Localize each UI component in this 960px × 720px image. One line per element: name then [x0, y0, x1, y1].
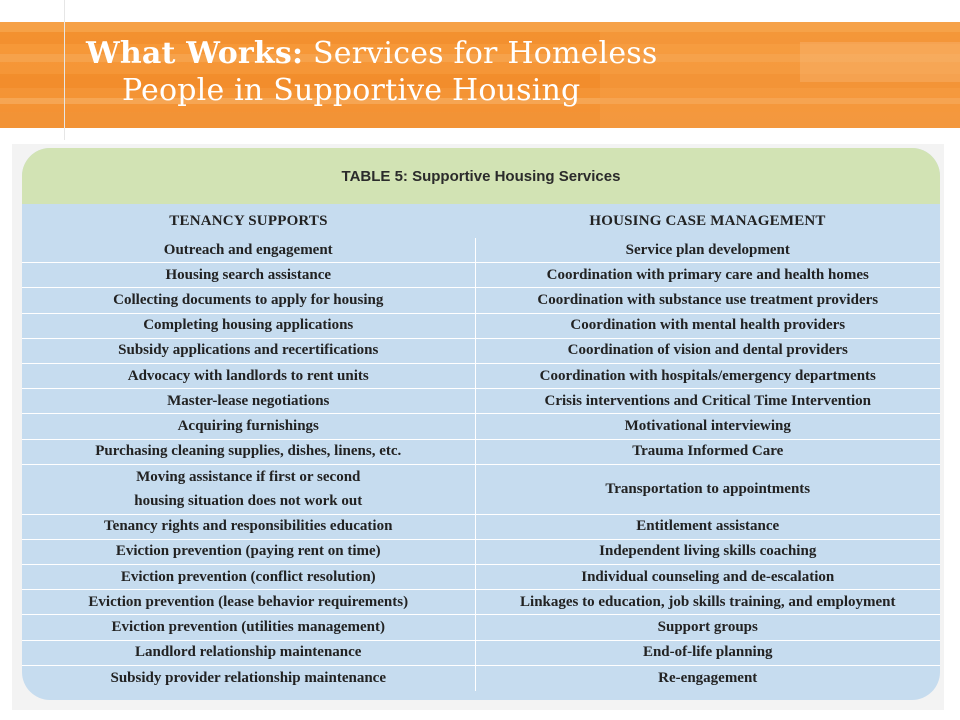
table-row — [22, 540, 940, 565]
tenancy-support-text: Housing search assistance — [165, 266, 332, 283]
column-header-case-management: HOUSING CASE MANAGEMENT — [589, 212, 826, 229]
slide-title — [86, 36, 658, 109]
table-row — [22, 364, 940, 389]
case-management-cell: Support groups — [475, 615, 941, 639]
tenancy-support-cell — [22, 364, 475, 388]
case-management-cell: Crisis interventions and Critical Time Intervention — [475, 389, 941, 413]
tenancy-support-text: Subsidy provider relationship maintenance — [110, 669, 386, 686]
tenancy-support-cell — [22, 440, 475, 464]
decorative-divider — [64, 0, 65, 140]
tenancy-support-cell — [22, 540, 475, 564]
table-header-row — [22, 204, 940, 238]
tenancy-support-text: Eviction prevention (utilities management) — [111, 619, 385, 636]
case-management-cell: Independent living skills coaching — [475, 540, 941, 564]
table-row — [22, 515, 940, 540]
tenancy-support-text: Master-lease negotiations — [167, 392, 330, 409]
tenancy-support-text: Eviction prevention (lease behavior requirements) — [88, 593, 409, 610]
table-row — [22, 414, 940, 439]
table-row — [22, 339, 940, 364]
tenancy-support-cell — [22, 565, 475, 589]
tenancy-support-cell — [22, 590, 475, 614]
table-row — [22, 615, 940, 640]
tenancy-support-cell — [22, 666, 475, 691]
table-row — [22, 465, 940, 515]
table-row — [22, 641, 940, 666]
tenancy-support-text: Subsidy applications and recertifications — [118, 342, 379, 359]
supportive-housing-table — [22, 148, 940, 700]
case-management-cell: Service plan development — [475, 238, 941, 262]
tenancy-support-cell — [22, 641, 475, 665]
tenancy-support-cell — [22, 339, 475, 363]
tenancy-support-cell — [22, 238, 475, 262]
tenancy-support-text: Advocacy with landlords to rent units — [127, 367, 369, 384]
table-row — [22, 288, 940, 313]
tenancy-support-text: Moving assistance if first or second — [136, 469, 361, 486]
tenancy-support-cell — [22, 288, 475, 312]
table-body — [22, 238, 940, 691]
tenancy-support-text: Eviction prevention (conflict resolution) — [120, 568, 376, 585]
title-bold-part: What Works: — [86, 36, 304, 71]
column-header-tenancy: TENANCY SUPPORTS — [169, 212, 328, 229]
table-row — [22, 666, 940, 691]
tenancy-support-cell — [22, 314, 475, 338]
tenancy-support-cell — [22, 615, 475, 639]
case-management-cell: Coordination with substance use treatment providers — [475, 288, 941, 312]
case-management-cell: Coordination with hospitals/emergency departments — [475, 364, 941, 388]
case-management-cell: Coordination with mental health providers — [475, 314, 941, 338]
table-row — [22, 263, 940, 288]
case-management-cell: Individual counseling and de-escalation — [475, 565, 941, 589]
tenancy-support-text: Eviction prevention (paying rent on time) — [115, 543, 381, 560]
case-management-cell: Re-engagement — [475, 666, 941, 691]
tenancy-support-text-line2: housing situation does not work out — [134, 493, 363, 510]
case-management-cell: Coordination with primary care and health homes — [475, 263, 941, 287]
tenancy-support-cell — [22, 515, 475, 539]
tenancy-support-cell — [22, 465, 475, 514]
tenancy-support-text: Landlord relationship maintenance — [135, 644, 362, 661]
table-row — [22, 314, 940, 339]
tenancy-support-text: Completing housing applications — [143, 317, 354, 334]
table-row — [22, 440, 940, 465]
title-line-two: People in Supportive Housing — [122, 72, 581, 108]
tenancy-support-cell — [22, 389, 475, 413]
tenancy-support-text: Tenancy rights and responsibilities education — [104, 518, 393, 535]
tenancy-support-cell — [22, 263, 475, 287]
table-caption: TABLE 5: Supportive Housing Services — [22, 148, 940, 204]
tenancy-support-text: Purchasing cleaning supplies, dishes, linens, etc. — [95, 443, 402, 460]
table-image — [12, 144, 944, 710]
tenancy-support-text: Outreach and engagement — [163, 241, 333, 258]
case-management-cell: Motivational interviewing — [475, 414, 941, 438]
case-management-cell: Entitlement assistance — [475, 515, 941, 539]
table-row — [22, 565, 940, 590]
tenancy-support-cell — [22, 414, 475, 438]
case-management-cell: Trauma Informed Care — [475, 440, 941, 464]
banner-stripe — [800, 42, 960, 82]
case-management-cell: Linkages to education, job skills training, and employment — [475, 590, 941, 614]
tenancy-support-text: Acquiring furnishings — [177, 417, 319, 434]
table-row — [22, 238, 940, 263]
table-row — [22, 389, 940, 414]
tenancy-support-text: Collecting documents to apply for housing — [113, 291, 384, 308]
table-row — [22, 590, 940, 615]
case-management-cell: End-of-life planning — [475, 641, 941, 665]
case-management-cell: Transportation to appointments — [475, 465, 941, 514]
title-rest-part: Services for Homeless — [313, 36, 658, 71]
case-management-cell: Coordination of vision and dental providers — [475, 339, 941, 363]
